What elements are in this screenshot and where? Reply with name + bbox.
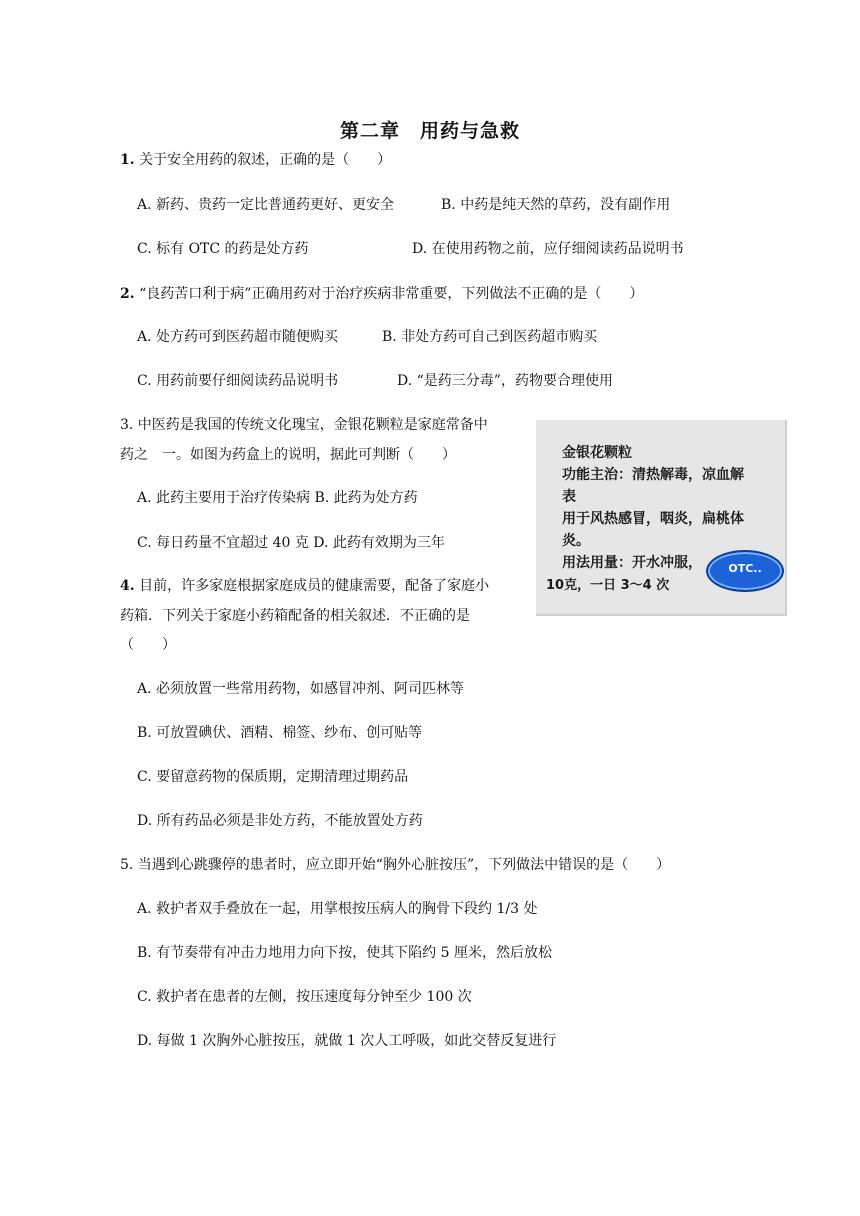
question-1 [120, 150, 391, 170]
question-text-line-1: 目前，许多家庭根据家庭成员的健康需要，配备了家庭小 [139, 578, 490, 594]
medicine-function-line-2: 表 [562, 489, 576, 505]
q5-option-b: B. 有节奏带有冲击力地用力向下按，使其下陷约 5 厘米，然后放松 [137, 945, 552, 961]
q1-option-a: A. 新药、贵药一定比普通药更好、更安全 [137, 197, 395, 213]
medicine-dosage-line-2: 10克，一日 3～4 次 [546, 578, 670, 593]
q4-option-d: D. 所有药品必须是非处方药，不能放置处方药 [137, 813, 423, 829]
medicine-box-image [536, 420, 787, 616]
otc-badge-label: OTC.. [728, 562, 762, 575]
medicine-usage-line-1: 用于风热感冒，咽炎，扁桃体 [562, 511, 744, 527]
q1-option-c: C. 标有 OTC 的药是处方药 [137, 241, 309, 257]
q1-option-d: D. 在使用药物之前，应仔细阅读药品说明书 [412, 241, 684, 257]
q4-option-c: C. 要留意药物的保质期，定期清理过期药品 [137, 769, 409, 785]
question-4 [120, 576, 489, 596]
medicine-usage-line-2: 炎。 [562, 533, 590, 549]
question-5: 5. 当遇到心跳骤停的患者时，应立即开始“胸外心脏按压”，下列做法中错误的是（ ） [120, 857, 671, 873]
question-text: 关于安全用药的叙述，正确的是（ ） [139, 152, 392, 168]
q3-options-ab: A. 此药主要用于治疗传染病 B. 此药为处方药 [137, 490, 418, 506]
q2-option-b: B. 非处方药可自己到医药超市购买 [382, 329, 598, 345]
question-number: 4. [120, 578, 135, 594]
question-2 [120, 284, 643, 304]
medicine-function-line-1: 功能主治：清热解毒，凉血解 [562, 467, 744, 483]
q2-option-a: A. 处方药可到医药超市随便购买 [137, 329, 339, 345]
medicine-name: 金银花颗粒 [562, 445, 632, 461]
otc-badge [706, 550, 784, 592]
question-4-line-2: 药箱．下列关于家庭小药箱配备的相关叙述．不正确的是 [120, 608, 470, 624]
page-title: 第二章 用药与急救 [339, 120, 520, 142]
question-text: “良药苦口利于病”正确用药对于治疗疾病非常重要，下列做法不正确的是（ ） [139, 286, 644, 302]
q3-options-cd: C. 每日药量不宜超过 40 克 D. 此药有效期为三年 [137, 535, 445, 551]
q1-option-b: B. 中药是纯天然的草药，没有副作用 [441, 197, 671, 213]
medicine-dosage-line-1: 用法用量：开水冲服， [562, 555, 702, 571]
q2-option-c: C. 用药前要仔细阅读药品说明书 [137, 373, 339, 389]
question-4-line-3: （ ） [120, 637, 176, 653]
q5-option-a: A. 救护者双手叠放在一起，用掌根按压病人的胸骨下段约 1/3 处 [137, 901, 538, 917]
q5-option-d: D. 每做 1 次胸外心脏按压，就做 1 次人工呼吸，如此交替反复进行 [137, 1033, 557, 1049]
question-3-line-2: 药之 一。如图为药盒上的说明，据此可判断（ ） [120, 447, 456, 463]
question-number: 2. [120, 286, 135, 302]
q4-option-b: B. 可放置碘伏、酒精、棉签、纱布、创可贴等 [137, 725, 423, 741]
q4-option-a: A. 必须放置一些常用药物，如感冒冲剂、阿司匹林等 [137, 681, 465, 697]
question-number: 1. [120, 152, 135, 168]
question-3-line-1: 3. 中医药是我国的传统文化瑰宝，金银花颗粒是家庭常备中 [120, 417, 488, 433]
q2-option-d: D. “是药三分毒”，药物要合理使用 [397, 373, 613, 389]
q5-option-c: C. 救护者在患者的左侧，按压速度每分钟至少 100 次 [137, 989, 472, 1005]
